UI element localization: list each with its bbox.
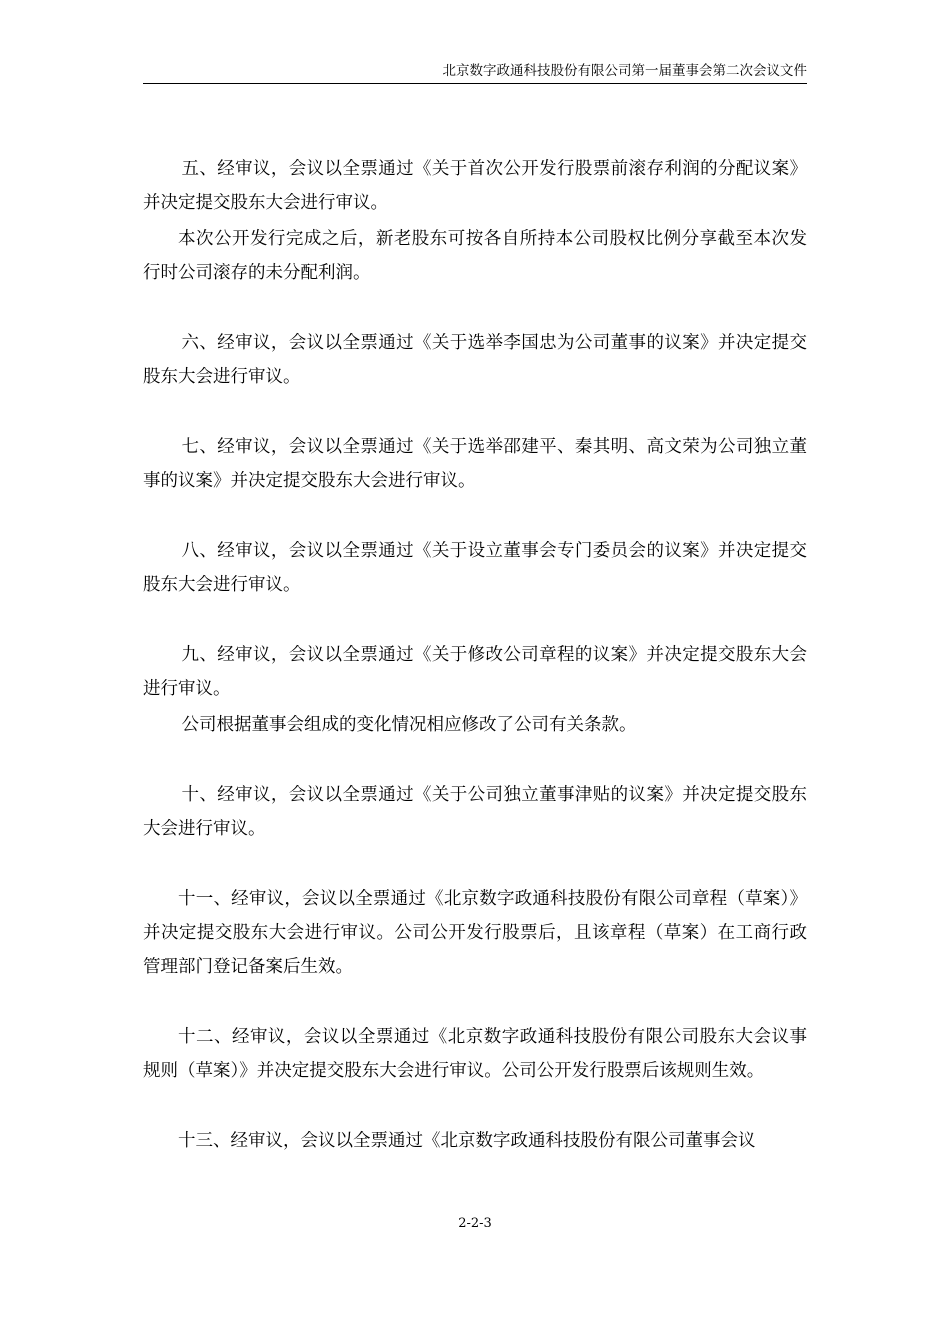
paragraph-item-6: 六、经审议，会议以全票通过《关于选举李国忠为公司董事的议案》并决定提交股东大会进行审议。 [143, 333, 807, 387]
paragraph-item-12: 十二、经审议，会议以全票通过《北京数字政通科技股份有限公司股东大会议事规则（草案）》并决定提交股东大会进行审议。公司公开发行股票后该规则生效。 [143, 1027, 807, 1081]
page-number: 2-2-3 [458, 1216, 492, 1231]
paragraph-item-9-note: 公司根据董事会组成的变化情况相应修改了公司有关条款。 [181, 715, 637, 735]
document-body [143, 152, 807, 1158]
paragraph-item-5-note: 本次公开发行完成之后，新老股东可按各自所持本公司股权比例分享截至本次发行时公司滚存的未分配利润。 [143, 229, 807, 283]
running-header: 北京数字政通科技股份有限公司第一届董事会第二次会议文件 [442, 63, 807, 79]
paragraph-item-5: 五、经审议，会议以全票通过《关于首次公开发行股票前滚存利润的分配议案》并决定提交股东大会进行审议。 [143, 159, 807, 213]
header-divider [143, 83, 807, 84]
paragraph-item-7: 七、经审议，会议以全票通过《关于选举邵建平、秦其明、高文荣为公司独立董事的议案》并决定提交股东大会进行审议。 [143, 437, 807, 491]
paragraph-item-11: 十一、经审议，会议以全票通过《北京数字政通科技股份有限公司章程（草案）》并决定提交股东大会进行审议。公司公开发行股票后，且该章程（草案）在工商行政管理部门登记备案后生效。 [143, 889, 807, 977]
paragraph-item-10: 十、经审议，会议以全票通过《关于公司独立董事津贴的议案》并决定提交股东大会进行审议。 [143, 785, 807, 839]
paragraph-item-8: 八、经审议，会议以全票通过《关于设立董事会专门委员会的议案》并决定提交股东大会进行审议。 [143, 541, 807, 595]
paragraph-item-9: 九、经审议，会议以全票通过《关于修改公司章程的议案》并决定提交股东大会进行审议。 [143, 645, 807, 699]
paragraph-item-13: 十三、经审议，会议以全票通过《北京数字政通科技股份有限公司董事会议 [178, 1131, 756, 1151]
